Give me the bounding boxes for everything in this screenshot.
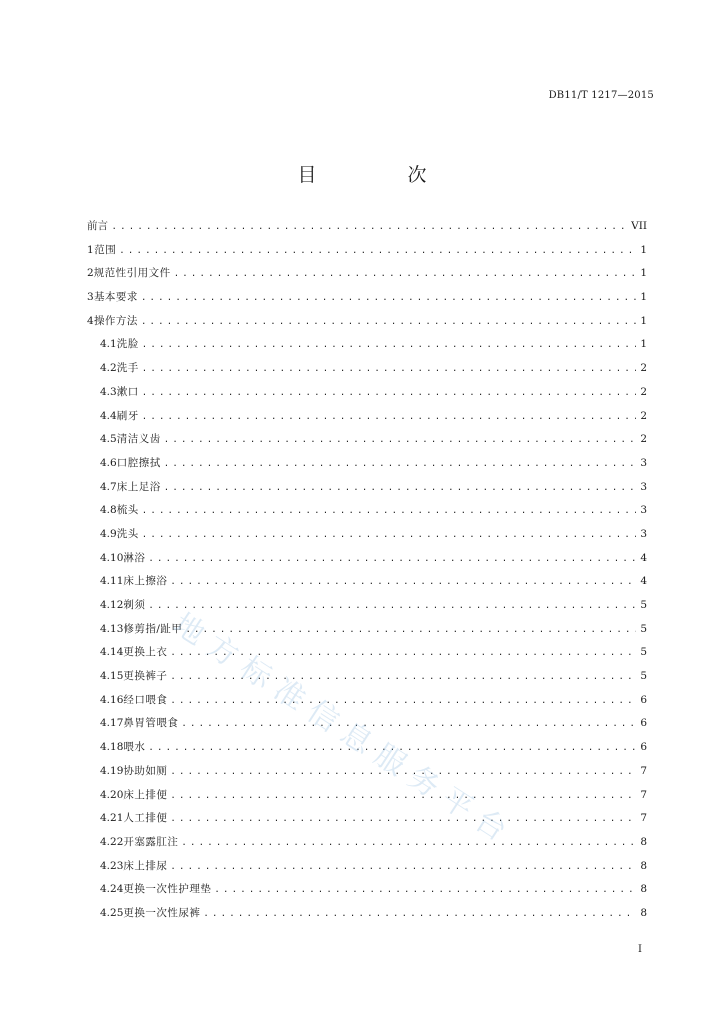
document-code: DB11/T 1217—2015 bbox=[548, 90, 654, 101]
toc-entry-number: 4.10 bbox=[100, 551, 124, 564]
toc-entry-label: 修剪指/趾甲 bbox=[123, 622, 183, 635]
toc-dot-leader bbox=[181, 719, 636, 729]
toc-entry-number: 4.23 bbox=[100, 859, 124, 872]
toc-entry-label: 更换上衣 bbox=[123, 646, 168, 659]
toc-entry-page: 2 bbox=[640, 362, 647, 375]
toc-entry-page: 7 bbox=[640, 788, 647, 801]
toc-dot-leader bbox=[148, 743, 636, 753]
toc-dot-leader bbox=[203, 909, 636, 919]
toc-dot-leader bbox=[142, 340, 636, 350]
toc-entry-label: 洗脸 bbox=[116, 338, 139, 351]
toc-entry-label: 漱口 bbox=[116, 385, 139, 398]
toc-entry-number: 4.24 bbox=[100, 883, 124, 896]
toc-entry-page: 8 bbox=[640, 835, 647, 848]
toc-entry[interactable] bbox=[87, 431, 647, 455]
toc-entry[interactable] bbox=[87, 787, 647, 811]
toc-entry-page: 6 bbox=[640, 693, 647, 706]
toc-dot-leader bbox=[170, 767, 636, 777]
toc-entry-number: 4.9 bbox=[100, 527, 117, 540]
toc-entry-label: 洗手 bbox=[116, 362, 139, 375]
toc-entry[interactable] bbox=[87, 739, 647, 763]
toc-dot-leader bbox=[170, 862, 636, 872]
toc-entry-number: 4.19 bbox=[100, 764, 124, 777]
toc-entry-page: 5 bbox=[640, 646, 647, 659]
toc-entry-label: 鼻胃管喂食 bbox=[123, 717, 179, 730]
toc-dot-leader bbox=[164, 483, 636, 493]
toc-dot-leader bbox=[164, 459, 636, 469]
toc-entry-number: 4.2 bbox=[100, 362, 117, 375]
toc-dot-leader bbox=[170, 814, 636, 824]
toc-entry-page: 8 bbox=[640, 906, 647, 919]
toc-dot-leader bbox=[141, 317, 636, 327]
toc-entry-label: 刷牙 bbox=[116, 409, 139, 422]
toc-entry-page: 1 bbox=[640, 243, 647, 256]
page-title: 目 次 bbox=[297, 164, 463, 186]
toc-entry-number: 4.22 bbox=[100, 835, 124, 848]
toc-entry-number: 1 bbox=[87, 243, 94, 256]
toc-entry[interactable] bbox=[87, 810, 647, 834]
toc-entry[interactable] bbox=[87, 313, 647, 337]
toc-entry-number: 4.20 bbox=[100, 788, 124, 801]
toc-entry[interactable] bbox=[87, 858, 647, 882]
toc-entry-page: 6 bbox=[640, 741, 647, 754]
toc-entry-page: VII bbox=[631, 220, 647, 232]
toc-entry-label: 床上排尿 bbox=[123, 859, 168, 872]
toc-entry-label: 更换一次性尿裤 bbox=[123, 906, 201, 919]
toc-entry[interactable] bbox=[87, 550, 647, 574]
toc-entry-number: 4 bbox=[87, 314, 94, 327]
toc-entry[interactable] bbox=[87, 668, 647, 692]
toc-entry[interactable] bbox=[87, 881, 647, 905]
toc-entry-number: 4.8 bbox=[100, 504, 117, 517]
toc-entry-page: 6 bbox=[640, 717, 647, 730]
toc-entry[interactable] bbox=[87, 526, 647, 550]
toc-entry-label: 人工排便 bbox=[123, 812, 168, 825]
toc-entry-label: 开塞露肛注 bbox=[123, 835, 179, 848]
toc-entry-page: 5 bbox=[640, 670, 647, 683]
toc-dot-leader bbox=[142, 412, 636, 422]
table-of-contents bbox=[87, 218, 647, 929]
toc-entry-number: 4.17 bbox=[100, 717, 124, 730]
toc-entry-page: 7 bbox=[640, 812, 647, 825]
toc-dot-leader bbox=[170, 791, 636, 801]
toc-entry-page: 5 bbox=[640, 599, 647, 611]
toc-entry-number: 4.11 bbox=[100, 575, 124, 588]
toc-entry-label: 洗头 bbox=[116, 527, 139, 540]
toc-entry[interactable] bbox=[87, 242, 647, 266]
toc-entry-page: 3 bbox=[640, 527, 647, 540]
toc-dot-leader bbox=[181, 838, 636, 848]
toc-dot-leader bbox=[141, 293, 636, 303]
toc-entry-number: 4.16 bbox=[100, 693, 124, 706]
toc-entry-label: 床上足浴 bbox=[116, 480, 161, 493]
toc-entry-page: 1 bbox=[640, 314, 647, 327]
toc-entry-number: 4.1 bbox=[100, 338, 117, 351]
toc-entry[interactable] bbox=[87, 692, 647, 716]
toc-entry-number: 4.14 bbox=[100, 646, 124, 659]
toc-entry-page: 3 bbox=[640, 504, 647, 517]
toc-entry[interactable] bbox=[87, 905, 647, 929]
toc-dot-leader bbox=[170, 672, 636, 682]
watermark: 地方标准信息服务平台 bbox=[166, 606, 522, 854]
toc-entry-label: 淋浴 bbox=[123, 551, 146, 564]
toc-entry[interactable] bbox=[87, 763, 647, 787]
toc-entry-page: 3 bbox=[640, 456, 647, 469]
toc-entry-label: 经口喂食 bbox=[123, 693, 168, 706]
toc-entry-page: 3 bbox=[640, 480, 647, 493]
toc-entry[interactable] bbox=[87, 218, 647, 242]
toc-entry[interactable] bbox=[87, 265, 647, 289]
toc-entry-label: 更换一次性护理垫 bbox=[123, 883, 212, 896]
toc-dot-leader bbox=[170, 696, 636, 706]
toc-entry-label: 床上排便 bbox=[123, 788, 168, 801]
toc-entry-page: 2 bbox=[640, 433, 647, 446]
toc-dot-leader bbox=[142, 364, 636, 374]
toc-dot-leader bbox=[170, 648, 636, 658]
toc-entry-label: 口腔擦拭 bbox=[116, 456, 161, 469]
toc-entry[interactable] bbox=[87, 360, 647, 384]
toc-dot-leader bbox=[214, 885, 636, 895]
toc-entry-page: 2 bbox=[640, 409, 647, 422]
toc-entry-number: 4.12 bbox=[100, 599, 124, 611]
toc-entry[interactable] bbox=[87, 455, 647, 479]
toc-entry-label: 床上擦浴 bbox=[123, 575, 168, 588]
toc-entry-page: 8 bbox=[640, 883, 647, 896]
toc-entry-number: 3 bbox=[87, 291, 94, 304]
toc-entry[interactable] bbox=[87, 384, 647, 408]
toc-entry-label: 言 bbox=[97, 220, 109, 232]
toc-entry-page: 5 bbox=[640, 622, 647, 635]
toc-entry-label: 剃须 bbox=[123, 599, 146, 611]
toc-entry[interactable] bbox=[87, 573, 647, 597]
toc-entry-number: 4.6 bbox=[100, 456, 117, 469]
toc-entry[interactable] bbox=[87, 336, 647, 360]
toc-entry-number: 2 bbox=[87, 267, 94, 280]
toc-entry[interactable] bbox=[87, 502, 647, 526]
toc-entry-label: 喂水 bbox=[123, 741, 146, 754]
toc-entry-page: 1 bbox=[640, 267, 647, 280]
toc-entry-number: 4.3 bbox=[100, 385, 117, 398]
toc-entry-number: 前 bbox=[87, 220, 98, 232]
toc-dot-leader bbox=[164, 435, 636, 445]
toc-entry-label: 更换裤子 bbox=[123, 670, 168, 683]
toc-dot-leader bbox=[174, 269, 636, 279]
toc-entry-page: 4 bbox=[640, 551, 647, 564]
toc-entry-label: 基本要求 bbox=[93, 291, 138, 304]
toc-entry-label: 范围 bbox=[94, 243, 117, 256]
toc-entry-number: 4.13 bbox=[100, 622, 124, 635]
page-number: I bbox=[638, 944, 642, 955]
toc-entry[interactable] bbox=[87, 289, 647, 313]
toc-entry-number: 4.4 bbox=[100, 409, 117, 422]
toc-entry[interactable] bbox=[87, 834, 647, 858]
toc-entry-number: 4.25 bbox=[100, 906, 124, 919]
toc-entry-number: 4.18 bbox=[100, 741, 124, 754]
toc-entry-label: 操作方法 bbox=[93, 314, 138, 327]
toc-entry-label: 梳头 bbox=[116, 504, 139, 517]
toc-entry-label: 规范性引用文件 bbox=[93, 267, 171, 280]
toc-entry-number: 4.21 bbox=[100, 812, 124, 825]
toc-entry[interactable] bbox=[87, 644, 647, 668]
toc-dot-leader bbox=[112, 222, 629, 232]
toc-entry[interactable] bbox=[87, 479, 647, 503]
toc-entry-number: 4.15 bbox=[100, 670, 124, 683]
toc-entry-number: 4.5 bbox=[100, 433, 117, 446]
toc-entry-number: 4.7 bbox=[100, 480, 117, 493]
toc-entry-page: 1 bbox=[640, 291, 647, 304]
toc-dot-leader bbox=[170, 577, 636, 587]
toc-dot-leader bbox=[142, 506, 636, 516]
toc-entry[interactable] bbox=[87, 621, 647, 645]
toc-entry[interactable] bbox=[87, 715, 647, 739]
toc-dot-leader bbox=[185, 625, 636, 635]
toc-dot-leader bbox=[148, 554, 636, 564]
toc-entry-page: 1 bbox=[640, 338, 647, 351]
toc-entry-page: 4 bbox=[640, 575, 647, 588]
toc-dot-leader bbox=[119, 246, 636, 256]
toc-dot-leader bbox=[142, 388, 636, 398]
toc-entry-label: 协助如厕 bbox=[123, 764, 168, 777]
toc-entry-page: 7 bbox=[640, 764, 647, 777]
toc-dot-leader bbox=[148, 601, 636, 611]
toc-entry[interactable] bbox=[87, 408, 647, 432]
toc-dot-leader bbox=[142, 530, 636, 540]
toc-entry-page: 2 bbox=[640, 385, 647, 398]
toc-entry-label: 清洁义齿 bbox=[116, 433, 161, 446]
toc-entry-page: 8 bbox=[640, 859, 647, 872]
toc-entry[interactable] bbox=[87, 597, 647, 621]
